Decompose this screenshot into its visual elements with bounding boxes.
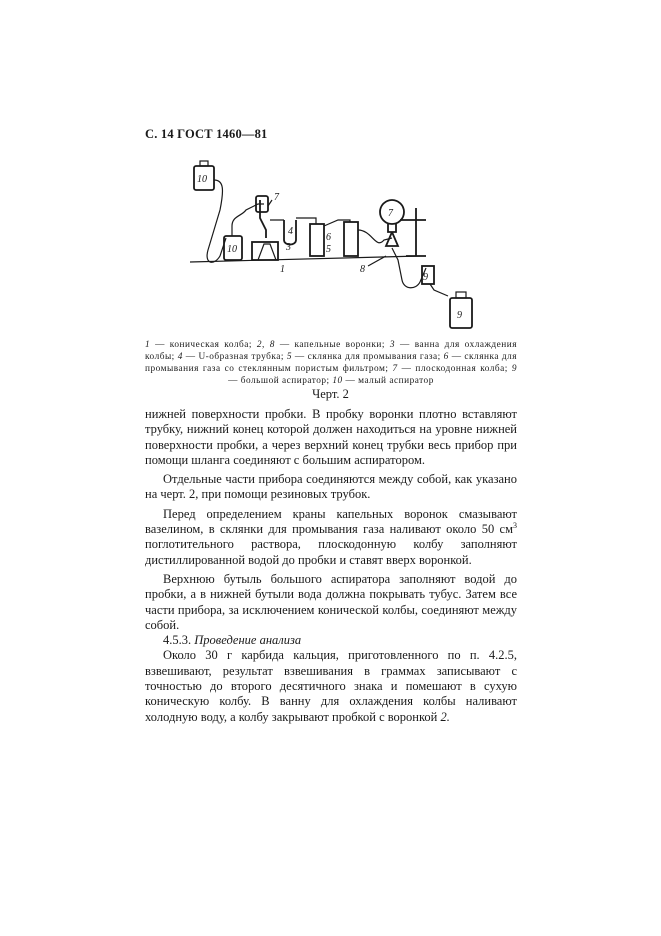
- caption-text: — склянка для промывания газа со стеклянным пористым фильтром;: [145, 352, 518, 374]
- label-4: 4: [288, 226, 293, 237]
- section-heading: 4.5.3. Проведение анализа: [163, 633, 302, 648]
- paragraph-6: Около 30 г карбида кальция, приготовленного по п. 4.2.5, взвешивают, результат взвешивания в граммах записывают с точностью до второго десятичного знака и помешают в сухую коническую колбу. В ванну для охлаждения колбы наливают холодную воду, а колбу закрывают пробкой с воронкой 2.: [145, 648, 517, 724]
- label-1: 1: [280, 264, 285, 275]
- caption-text: — малый аспиратор: [342, 376, 434, 386]
- label-10-low: 10: [227, 244, 237, 255]
- label-2: 7: [274, 192, 279, 203]
- label-9-small: 9: [423, 272, 428, 283]
- caption-number: 5: [286, 352, 293, 362]
- label-10-top: 10: [197, 174, 207, 185]
- caption-text: — капельные воронки;: [274, 340, 390, 350]
- caption-number: 3: [389, 340, 396, 350]
- paragraph-4: Верхнюю бутыль большого аспиратора заполняют водой до пробки, а в нижней бутыли вода должна покрывать тубус. Затем все части прибора, за исключением конической колбы, соединяют между собой.: [145, 571, 517, 632]
- body-text: [145, 407, 517, 729]
- figure-caption: [145, 339, 517, 387]
- caption-text: — ванна для охлаждения колбы;: [145, 340, 517, 362]
- caption-number: 4: [177, 352, 183, 362]
- caption-number: 7: [392, 364, 398, 374]
- label-7: 7: [388, 208, 393, 219]
- caption-text: — склянка для промывания газа;: [292, 352, 444, 362]
- label-5: 5: [326, 244, 331, 255]
- paragraph-2: Отдельные части прибора соединяются между собой, как указано на черт. 2, при помощи резиновых трубок.: [145, 472, 517, 502]
- caption-number: 6: [443, 352, 449, 362]
- caption-text: — плоскодонная колба;: [397, 364, 512, 374]
- apparatus-diagram: [180, 160, 480, 340]
- caption-number: 2, 8: [256, 340, 275, 350]
- caption-number: 9: [511, 364, 518, 374]
- caption-text: — U-образная трубка;: [182, 352, 287, 362]
- caption-text: — большой аспиратор;: [228, 376, 333, 386]
- paragraph-1: нижней поверхности пробки. В пробку воронки плотно вставляют трубку, нижний конец которой должен находиться на уровне нижней поверхности пробки, а через верхний конец трубки весь прибор при помощи шланга соединяют с большим аспиратором.: [145, 407, 517, 467]
- caption-text: — коническая колба;: [150, 340, 257, 350]
- label-9: 9: [457, 310, 462, 321]
- label-3: 3: [286, 242, 291, 253]
- paragraph-3: Перед определением краны капельных воронок смазывают вазелином, в склянки для промывания газа наливают около 50 $см^3$ поглотительного раствора, плоскодонную колбу заполняют дистиллированной водой до пробки и ставят вверх воронкой.: [145, 506, 517, 567]
- page-header: С. 14 ГОСТ 1460—81: [145, 127, 268, 141]
- caption-number: 10: [332, 376, 343, 386]
- caption-number: 1: [145, 340, 151, 350]
- figure-label: Черт. 2: [312, 387, 349, 401]
- label-8: 8: [360, 264, 365, 275]
- label-6: 6: [326, 232, 331, 243]
